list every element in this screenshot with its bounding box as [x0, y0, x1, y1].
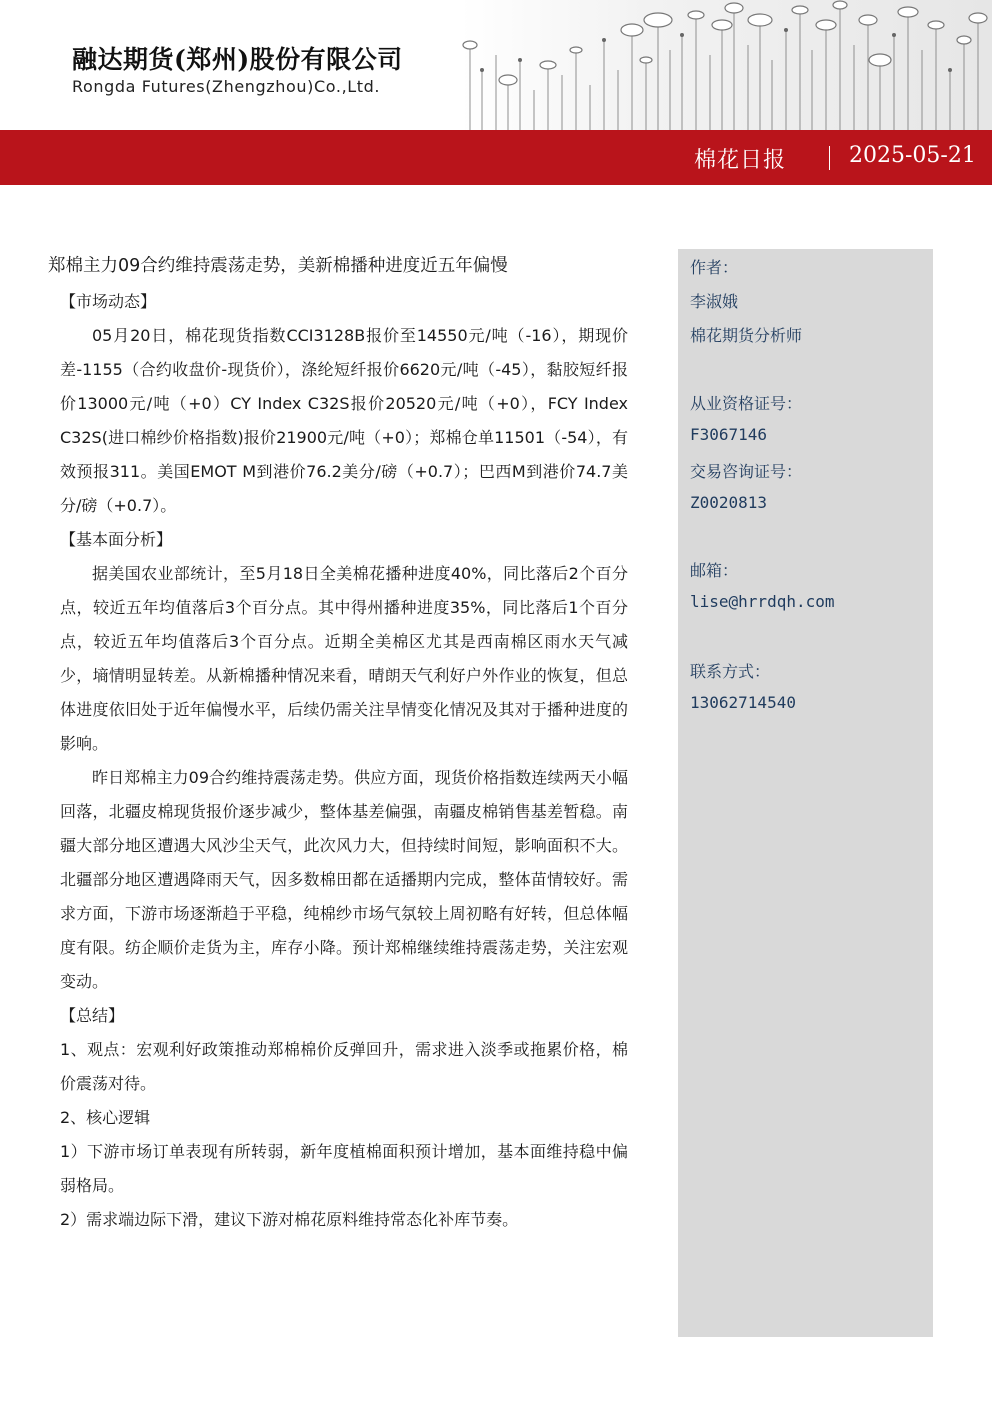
company-name-cn: 融达期货(郑州)股份有限公司 — [72, 45, 403, 74]
report-body — [60, 285, 628, 1237]
consulting-label: 交易咨询证号： — [690, 462, 803, 481]
author-name: 李淑娥 — [690, 292, 739, 311]
market-paragraph: 05月20日，棉花现货指数CCI3128B报价至14550元/吨（-16），期现价差-1155（合约收盘价-现货价），涤纶短纤报价6620元/吨（-45），黏胶短纤报价13000元/吨（+0）CY Index C32S报价20520元/吨（+0），FCY Index C32S(进口棉纱价格指数)报价21900元/吨（+0）；郑棉仓单11501（-54），有效预报311。美国EMOT M到港价76.2美分/磅（+0.7）；巴西M到港价74.7美分/磅（+0.7）。 — [60, 326, 628, 515]
report-date: 2025-05-21 — [849, 143, 976, 168]
report-title-band — [0, 130, 992, 185]
company-name-en: Rongda Futures(Zhengzhou)Co.,Ltd. — [72, 77, 381, 96]
summary-point-2: 2、核心逻辑 — [60, 1108, 151, 1127]
contact-phone[interactable]: 13062714540 — [690, 693, 796, 712]
summary-point-3: 1）下游市场订单表现有所转弱，新年度植棉面积预计增加，基本面维持稳中偏弱格局。 — [60, 1142, 628, 1195]
summary-section-heading: 【总结】 — [60, 1006, 125, 1025]
fundamental-paragraph-2: 昨日郑棉主力09合约维持震荡走势。供应方面，现货价格指数连续两天小幅回落，北疆皮棉现货报价逐步减少，整体基差偏强，南疆皮棉销售基差暂稳。南疆大部分地区遭遇大风沙尘天气，此次风力大，但持续时间短，影响面积不大。北疆部分地区遭遇降雨天气，因多数棉田都在适播期内完成，整体苗情较好。需求方面，下游市场逐渐趋于平稳，纯棉纱市场气氛较上周初略有好转，但总体幅度有限。纺企顺价走货为主，库存小降。预计郑棉继续维持震荡走势，关注宏观变动。 — [60, 768, 628, 991]
market-section-heading: 【市场动态】 — [60, 292, 157, 311]
author-title: 棉花期货分析师 — [690, 326, 803, 345]
headline: 郑棉主力09合约维持震荡走势，美新棉播种进度近五年偏慢 — [48, 256, 508, 276]
report-header — [0, 0, 992, 130]
email-label: 邮箱： — [690, 561, 739, 580]
decorative-lines-graphic — [460, 0, 992, 130]
contact-label: 联系方式： — [690, 662, 771, 681]
summary-point-1: 1、观点：宏观利好政策推动郑棉棉价反弹回升，需求进入淡季或拖累价格，棉价震荡对待。 — [60, 1040, 628, 1093]
qualification-number: F3067146 — [690, 425, 768, 444]
fundamental-paragraph-1: 据美国农业部统计，至5月18日全美棉花播种进度40%，同比落后2个百分点，较近五年均值落后3个百分点。其中得州播种进度35%，同比落后1个百分点，较近五年均值落后3个百分点。近期全美棉区尤其是西南棉区雨水天气减少，墒情明显转差。从新棉播种情况来看，晴朗天气利好户外作业的恢复，但总体进度依旧处于近年偏慢水平，后续仍需关注旱情变化情况及其对于播种进度的影响。 — [60, 564, 628, 753]
summary-point-4: 2）需求端边际下滑，建议下游对棉花原料维持常态化补库节奏。 — [60, 1210, 519, 1229]
title-divider — [829, 146, 830, 170]
qualification-label: 从业资格证号： — [690, 394, 803, 413]
consulting-number: Z0020813 — [690, 493, 768, 512]
author-label: 作者： — [690, 258, 739, 277]
report-title: 棉花日报 — [694, 148, 787, 173]
fundamental-section-heading: 【基本面分析】 — [60, 530, 173, 549]
email-address[interactable]: lise@hrrdqh.com — [690, 592, 835, 611]
